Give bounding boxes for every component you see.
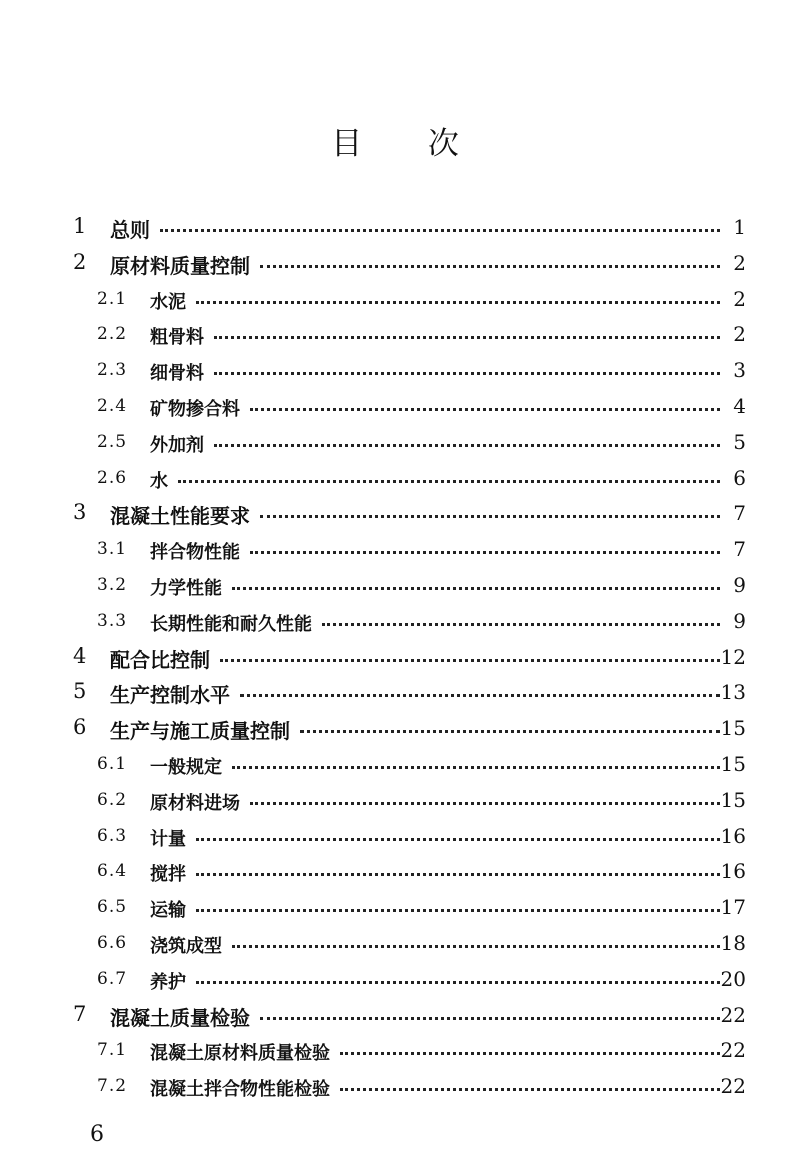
toc-leader-dots bbox=[300, 730, 720, 733]
toc-entry-page: 22 bbox=[720, 1038, 746, 1063]
toc-leader-dots bbox=[232, 945, 720, 948]
toc-section-row[interactable] bbox=[0, 751, 790, 783]
toc-chapter-row[interactable] bbox=[0, 250, 790, 282]
toc-entry-page: 20 bbox=[720, 966, 746, 991]
toc-entry-number: 2.2 bbox=[97, 324, 128, 345]
toc-entry-number: 6.2 bbox=[97, 789, 128, 810]
toc-entry-title: 细骨料 bbox=[150, 363, 204, 385]
toc-leader-dots bbox=[214, 372, 720, 375]
toc-entry-title: 长期性能和耐久性能 bbox=[150, 613, 312, 635]
toc-entry-number: 7 bbox=[73, 1001, 87, 1026]
toc-entry-number: 7.1 bbox=[97, 1040, 128, 1061]
toc-entry-number: 1 bbox=[73, 214, 87, 238]
toc-entry-number: 3.2 bbox=[97, 575, 128, 595]
toc-entry-title: 配合比控制 bbox=[110, 647, 210, 672]
toc-leader-dots bbox=[196, 873, 720, 876]
toc-chapter-row[interactable] bbox=[0, 644, 790, 676]
toc-entry-number: 2.4 bbox=[97, 396, 128, 416]
toc-leader-dots bbox=[340, 1052, 720, 1055]
toc-chapter-row[interactable] bbox=[0, 500, 790, 532]
toc-entry-number: 2.1 bbox=[97, 288, 128, 309]
toc-entry-number: 2.3 bbox=[97, 360, 128, 381]
toc-section-row[interactable] bbox=[0, 608, 790, 640]
toc-entry-page: 18 bbox=[720, 931, 746, 955]
toc-entry-number: 6.5 bbox=[97, 897, 128, 918]
toc-entry-number: 6.7 bbox=[97, 968, 128, 989]
toc-entry-title: 原材料质量控制 bbox=[110, 253, 250, 278]
toc-leader-dots bbox=[322, 623, 720, 626]
toc-section-row[interactable] bbox=[0, 894, 790, 926]
toc-entry-title: 生产控制水平 bbox=[110, 683, 230, 708]
toc-leader-dots bbox=[260, 1017, 720, 1020]
toc-section-row[interactable] bbox=[0, 966, 790, 998]
toc-entry-number: 6.4 bbox=[97, 861, 128, 882]
toc-entry-number: 3.1 bbox=[97, 539, 128, 560]
toc-chapter-row[interactable] bbox=[0, 1002, 790, 1034]
toc-section-row[interactable] bbox=[0, 286, 790, 318]
toc-entry-number: 2.6 bbox=[97, 467, 128, 488]
toc-entry-number: 6 bbox=[73, 715, 87, 740]
toc-entry-title: 混凝土质量检验 bbox=[110, 1005, 250, 1030]
toc-entry-page: 4 bbox=[733, 394, 746, 418]
page-title: 目 次 bbox=[331, 126, 487, 162]
toc-entry-page: 22 bbox=[720, 1002, 746, 1027]
toc-leader-dots bbox=[250, 551, 720, 554]
toc-entry-page: 2 bbox=[733, 322, 746, 347]
toc-entry-number: 6.1 bbox=[97, 754, 128, 774]
toc-entry-title: 搅拌 bbox=[150, 864, 186, 886]
toc-entry-page: 2 bbox=[733, 250, 746, 275]
toc-entry-number: 4 bbox=[73, 643, 87, 668]
toc-leader-dots bbox=[196, 909, 720, 912]
toc-leader-dots bbox=[178, 480, 720, 483]
toc-section-row[interactable] bbox=[0, 465, 790, 497]
toc-entry-number: 3.3 bbox=[97, 610, 128, 631]
toc-leader-dots bbox=[160, 229, 720, 232]
toc-entry-page: 7 bbox=[733, 501, 746, 526]
toc-entry-page: 15 bbox=[720, 752, 746, 776]
toc-entry-title: 混凝土原材料质量检验 bbox=[150, 1043, 330, 1065]
toc-entry-number: 5 bbox=[73, 679, 87, 704]
toc-leader-dots bbox=[220, 659, 720, 662]
toc-entry-number: 6.3 bbox=[97, 825, 128, 846]
page-number-footer: 6 bbox=[90, 1122, 104, 1147]
toc-leader-dots bbox=[214, 444, 720, 447]
toc-entry-page: 12 bbox=[720, 644, 746, 669]
toc-entry-page: 9 bbox=[733, 573, 746, 597]
toc-entry-page: 2 bbox=[733, 286, 746, 311]
toc-leader-dots bbox=[340, 1088, 720, 1091]
toc-leader-dots bbox=[214, 336, 720, 339]
toc-section-row[interactable] bbox=[0, 930, 790, 962]
toc-entry-title: 养护 bbox=[150, 971, 186, 993]
toc-section-row[interactable] bbox=[0, 572, 790, 604]
toc-entry-title: 混凝土性能要求 bbox=[110, 504, 250, 529]
toc-entry-title: 水 bbox=[150, 470, 168, 492]
toc-entry-title: 生产与施工质量控制 bbox=[110, 719, 290, 744]
toc-entry-page: 6 bbox=[733, 465, 746, 490]
toc-entry-page: 13 bbox=[720, 680, 746, 705]
toc-entry-title: 拌合物性能 bbox=[150, 542, 240, 564]
toc-entry-page: 5 bbox=[733, 429, 746, 454]
toc-entry-page: 3 bbox=[733, 358, 746, 383]
toc-section-row[interactable] bbox=[0, 357, 790, 389]
toc-entry-title: 运输 bbox=[150, 900, 186, 922]
toc-chapter-row[interactable] bbox=[0, 679, 790, 711]
toc-entry-title: 水泥 bbox=[150, 291, 186, 313]
toc-leader-dots bbox=[240, 694, 720, 697]
toc-entry-page: 7 bbox=[733, 537, 746, 562]
toc-entry-title: 粗骨料 bbox=[150, 327, 204, 349]
toc-entry-number: 2.5 bbox=[97, 431, 128, 452]
toc-leader-dots bbox=[196, 301, 720, 304]
toc-entry-title: 计量 bbox=[150, 828, 186, 850]
toc-entry-page: 16 bbox=[720, 859, 746, 884]
toc-entry-title: 矿物掺合料 bbox=[150, 399, 240, 420]
toc-section-row[interactable] bbox=[0, 787, 790, 819]
toc-entry-title: 总则 bbox=[110, 218, 150, 242]
toc-section-row[interactable] bbox=[0, 393, 790, 425]
toc-leader-dots bbox=[232, 766, 720, 769]
toc-chapter-row[interactable] bbox=[0, 715, 790, 747]
toc-entry-title: 原材料进场 bbox=[150, 792, 240, 814]
toc-leader-dots bbox=[196, 838, 720, 841]
toc-entry-title: 外加剂 bbox=[150, 434, 204, 456]
toc-entry-title: 力学性能 bbox=[150, 578, 222, 599]
toc-section-row[interactable] bbox=[0, 858, 790, 890]
toc-entry-page: 17 bbox=[720, 895, 746, 920]
toc-section-row[interactable] bbox=[0, 536, 790, 568]
toc-leader-dots bbox=[250, 408, 720, 411]
toc-entry-title: 一般规定 bbox=[150, 757, 222, 778]
toc-entry-number: 6.6 bbox=[97, 933, 128, 953]
toc-entry-page: 22 bbox=[720, 1074, 746, 1099]
toc-leader-dots bbox=[232, 587, 720, 590]
toc-section-row[interactable] bbox=[0, 1073, 790, 1105]
toc-section-row[interactable] bbox=[0, 823, 790, 855]
toc-entry-title: 混凝土拌合物性能检验 bbox=[150, 1079, 330, 1101]
toc-entry-number: 2 bbox=[73, 249, 87, 274]
toc-entry-number: 3 bbox=[73, 500, 87, 525]
toc-entry-title: 浇筑成型 bbox=[150, 936, 222, 957]
toc-leader-dots bbox=[260, 515, 720, 518]
toc-entry-page: 1 bbox=[733, 215, 746, 239]
toc-section-row[interactable] bbox=[0, 429, 790, 461]
toc-entry-page: 15 bbox=[720, 787, 746, 812]
toc-leader-dots bbox=[196, 981, 720, 984]
toc-section-row[interactable] bbox=[0, 1037, 790, 1069]
toc-entry-page: 15 bbox=[720, 716, 746, 741]
toc-entry-page: 16 bbox=[720, 823, 746, 848]
toc-entry-number: 7.2 bbox=[97, 1076, 128, 1097]
toc-chapter-row[interactable] bbox=[0, 214, 790, 246]
toc-entry-page: 9 bbox=[733, 608, 746, 633]
toc-leader-dots bbox=[250, 802, 720, 805]
toc-section-row[interactable] bbox=[0, 321, 790, 353]
toc-leader-dots bbox=[260, 265, 720, 268]
